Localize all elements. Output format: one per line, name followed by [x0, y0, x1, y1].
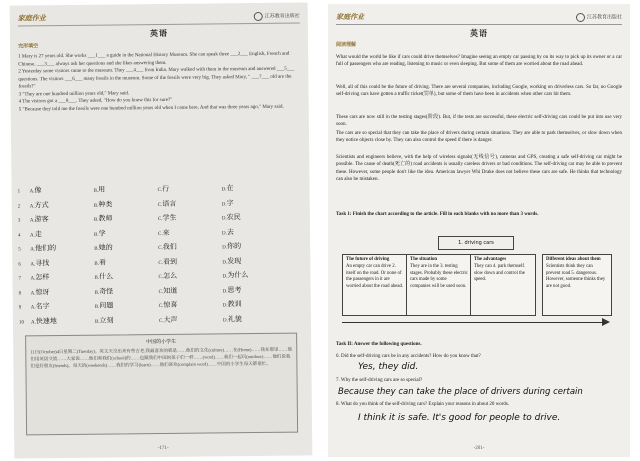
option-letter: C.: [158, 274, 164, 281]
box-title: The situation: [410, 257, 438, 262]
option-answer: 学生: [162, 213, 177, 222]
option-answer: 惊讶: [35, 287, 50, 296]
left-header: [18, 9, 300, 27]
option-row: [18, 270, 286, 283]
option-d: [222, 255, 286, 266]
option-answer: 发现: [227, 256, 242, 265]
option-c: [158, 212, 222, 223]
right-page: [328, 4, 630, 457]
option-number: 4: [18, 232, 21, 238]
option-a: [31, 315, 95, 326]
option-letter: C.: [158, 289, 164, 295]
option-answer: 名字: [35, 302, 50, 311]
option-letter: C.: [157, 216, 163, 223]
left-page-number: -171-: [157, 445, 169, 452]
option-d: [223, 299, 287, 310]
option-answer: 行: [162, 184, 170, 193]
option-letter: D.: [221, 201, 227, 207]
option-answer: 农民: [226, 213, 241, 222]
task1-instruction: Task 1: Finish the chart according to the article. Fill in each blanks with no more than 3 words.: [336, 212, 539, 217]
task2-instruction: Task II: Answer the following questions.: [336, 342, 422, 347]
option-answer: 教师: [98, 214, 113, 223]
option-letter: A.: [30, 261, 36, 267]
option-letter: C.: [158, 318, 164, 324]
option-b: [95, 315, 159, 326]
box-body: An empty car can drive 2. itself on the road. Or none of the passengers in it are worried about the road ahead.: [346, 263, 404, 290]
option-answer: 他们的: [35, 244, 57, 253]
box-title: The advantages: [474, 257, 507, 262]
question-8: 8. What do you think of the self-driving cars? Explain your reasons in about 20 words.: [336, 402, 510, 407]
option-row: [18, 197, 286, 210]
left-section: 完形填空: [18, 44, 39, 50]
option-letter: C.: [158, 231, 163, 237]
option-answer: 知道: [163, 286, 178, 295]
option-letter: C.: [158, 303, 164, 310]
option-b: [95, 300, 159, 311]
option-letter: A.: [30, 305, 36, 311]
diagram-box-future: [342, 254, 408, 316]
left-title: 英语: [149, 28, 168, 39]
option-letter: A.: [29, 203, 35, 209]
diagram-box-advantages: [470, 254, 536, 316]
paragraph: The cars are so special that they can take the place of drivers during certain situations. They are able to park themselves, or slow down when they notice objects close by. They can also control the speed if there is danger.: [336, 131, 622, 144]
option-d: [222, 212, 286, 223]
box-body: They are in the 3. testing stages. Probably these electric cars made by some companies will be used soon.: [410, 263, 468, 290]
option-row: [18, 255, 286, 268]
option-letter: A.: [30, 319, 36, 325]
option-answer: 游客: [34, 215, 49, 224]
option-answer: 用: [98, 185, 106, 194]
option-c: [159, 314, 223, 325]
option-letter: B.: [94, 290, 100, 296]
box-title: Different ideas about them: [546, 257, 601, 262]
option-letter: B.: [94, 232, 99, 238]
option-answer: 方式: [34, 200, 49, 209]
question-6: 6. Did the self-driving cars be in any accidents? How do you know that?: [336, 354, 481, 359]
right-publisher: [576, 13, 622, 22]
reading-box: [25, 333, 298, 436]
option-c: [158, 256, 222, 267]
option-a: [31, 286, 95, 297]
option-answer: 种类: [98, 200, 113, 209]
option-c: [158, 270, 222, 281]
answer-7: Because they can take the place of drivers during certain: [338, 387, 583, 397]
box-body: They can 4. park themself. slow down and control the speed.: [474, 263, 526, 283]
option-answer: 字: [226, 198, 234, 207]
option-number: 7: [18, 276, 22, 282]
option-letter: D.: [222, 230, 227, 236]
passage-line: 5 "Because they told me the fossils were one hundred million years old when I came here. And that was three years ago," Mary said.: [18, 104, 284, 112]
left-page: [10, 2, 313, 458]
option-letter: B.: [94, 304, 100, 310]
option-letter: C.: [158, 260, 163, 266]
option-answer: 思考: [227, 285, 242, 294]
option-b: [94, 184, 158, 195]
option-letter: B.: [94, 319, 100, 325]
passage-line: 3 "They are one hundred million years old," Mary said.: [18, 90, 130, 97]
option-number: 9: [18, 305, 22, 311]
option-answer: 她的: [98, 243, 113, 252]
diagram-box-ideas: [542, 254, 612, 316]
option-b: [94, 199, 158, 210]
option-a: [30, 257, 94, 268]
box-title: The future of driving: [346, 257, 390, 262]
option-d: [222, 270, 286, 281]
right-section: 阅读理解: [336, 43, 357, 48]
option-letter: A.: [29, 189, 35, 195]
option-letter: D.: [222, 303, 228, 309]
option-b: [94, 242, 158, 253]
option-answer: 快速地: [35, 316, 57, 325]
option-answer: 问题: [99, 301, 114, 310]
option-letter: B.: [94, 261, 99, 267]
option-answer: 看: [98, 258, 106, 267]
left-passage: [18, 51, 301, 114]
option-letter: B.: [93, 217, 99, 223]
option-letter: D.: [222, 259, 228, 265]
option-c: [159, 299, 223, 310]
box-text: 11日(October)4日星期二(Tuesday)。英文天空出来有些古老,我最喜欢的就是……他们的文化(culture)……在(Home)……我在那里……他们用英语交流……大家说……他们和我们(school)的……也跟我们中国的孩子们一样……(word)……我们一起玩(outdoor)……他们说我们是好朋友(friends)。每天的(weekends)……我们的学习(learn)……他们喜欢(complain word)……中国的小学生每天都很忙。: [30, 346, 293, 369]
option-letter: B.: [94, 275, 100, 281]
left-publisher: [254, 12, 300, 21]
option-row: [18, 226, 286, 239]
option-letter: A.: [30, 247, 36, 253]
timeline-arrow: [342, 322, 604, 323]
option-a: [30, 199, 94, 210]
option-number: 5: [18, 247, 21, 253]
answer-8: I think it is safe. It's good for people to drive.: [358, 413, 561, 423]
option-c: [158, 183, 222, 194]
left-header-tag: 家庭作业: [17, 14, 46, 23]
chart-diagram: [342, 236, 618, 334]
option-b: [94, 228, 158, 239]
option-letter: A.: [30, 290, 36, 296]
option-answer: 寻找: [35, 258, 50, 267]
option-letter: C.: [158, 245, 163, 252]
option-answer: 语言: [162, 199, 177, 208]
option-answer: 为什么: [227, 271, 249, 280]
option-number: 8: [18, 290, 22, 296]
option-answer: 在: [226, 184, 234, 193]
option-letter: A.: [29, 218, 35, 224]
passage-line: 4 The visitors got a ___9___. They asked, "How do you know this for sure?": [18, 97, 173, 105]
option-answer: 大声: [163, 315, 178, 324]
option-a: [30, 214, 94, 225]
option-row: [18, 183, 286, 196]
option-number: 10: [18, 319, 24, 325]
option-letter: D.: [222, 274, 228, 280]
option-row: [18, 241, 286, 254]
option-d: [223, 284, 287, 295]
passage-line: 2 Yesterday some visitors came to the museum. They ___4___ from India. Mary walked with them in the museum and answered ___5___ questions. The visitors ___6___ many fossils in the museum. Some of the fossils were very big. They asked Mary, " ___7___ old are the fossils?": [18, 66, 295, 90]
option-b: [94, 257, 158, 268]
option-c: [158, 198, 222, 209]
diagram-box-situation: [406, 254, 472, 316]
paragraph: Scientists and engineers believe, with the help of wireless signals(无线信号), cameras and GPS, creating a safe self-driving car might be possible. The cause of death(死亡的) road accidents is usually careless drivers or bad conditions. The self-driving car may be able to prevent these. However, some people don't like the idea. American lawyer Whi Drake does not believe these cars are safe. He thinks that technology can also be mistaken.: [336, 155, 622, 183]
option-letter: A.: [30, 232, 35, 238]
option-answer: 教训: [227, 300, 242, 309]
option-answer: 去: [226, 227, 234, 236]
option-letter: C.: [157, 187, 163, 194]
option-number: 2: [17, 203, 21, 209]
option-row: [18, 212, 286, 225]
option-answer: 走: [34, 229, 42, 238]
option-letter: D.: [222, 245, 228, 251]
option-letter: B.: [94, 246, 99, 252]
option-a: [30, 272, 94, 283]
box-title: 中国的小学生: [146, 339, 177, 346]
option-answer: 什么: [99, 272, 114, 281]
right-header-tag: 家庭作业: [336, 13, 364, 21]
option-c: [159, 285, 223, 296]
right-title: 英语: [470, 29, 488, 38]
option-d: [223, 313, 287, 324]
option-letter: D.: [222, 317, 228, 323]
option-letter: B.: [93, 188, 99, 194]
option-letter: A.: [30, 276, 36, 282]
option-answer: 奇怪: [99, 287, 114, 296]
option-answer: 我们: [162, 242, 177, 251]
option-b: [94, 213, 158, 224]
option-answer: 惊喜: [163, 300, 178, 309]
option-letter: D.: [221, 187, 227, 193]
option-letter: B.: [93, 203, 99, 209]
publisher-logo-icon: [576, 13, 585, 22]
option-b: [94, 271, 158, 282]
option-answer: 怎样: [35, 273, 50, 282]
option-d: [222, 197, 286, 208]
box-body: Scientists think they can prevent road 5. dangerous. However, someone thinks they are not good.: [546, 263, 606, 290]
right-header: [336, 10, 622, 25]
option-answer: 来: [162, 228, 170, 237]
answer-6: Yes, they did.: [358, 362, 419, 372]
arrow-head-icon: [602, 318, 610, 326]
option-letter: C.: [157, 202, 163, 208]
option-answer: 礼貌: [227, 314, 242, 323]
option-number: 3: [17, 218, 21, 224]
option-answer: 怎么: [163, 271, 178, 280]
publisher-logo-icon: [254, 12, 263, 21]
option-answer: 立刻: [99, 316, 114, 325]
option-letter: D.: [221, 216, 227, 222]
option-row: [19, 299, 287, 312]
right-page-number: -201-: [473, 446, 485, 451]
option-c: [158, 241, 222, 252]
option-c: [158, 227, 222, 238]
option-answer: 学: [98, 229, 106, 238]
paragraph: These cars are now still in the testing stages(阶段). But, if the tests are successful, these electric self-driving cars could be put into use very soon.: [336, 115, 622, 128]
option-letter: D.: [222, 288, 228, 294]
right-publisher-text: 江苏教育出版社: [586, 15, 622, 21]
passage-line: 1 Mary is 27 years old. She works ___1___ a guide in the National History Museum. She can speak three ___2___ English, French and Chinese. ___3___ always ask her questions and she likes answering them.: [18, 51, 290, 67]
option-a: [30, 228, 94, 239]
diagram-top-label: 1. driving cars: [438, 236, 514, 250]
option-answer: 像: [34, 186, 42, 195]
option-d: [222, 226, 286, 237]
option-d: [222, 241, 286, 252]
option-answer: 你的: [227, 242, 242, 251]
question-7: 7. Why the self-driving cars are so special?: [336, 378, 423, 383]
option-a: [31, 301, 95, 312]
option-d: [222, 183, 286, 194]
option-number: 1: [17, 189, 21, 195]
paragraph: Well, all of this could be the future of driving. There are several companies, including Google, working on driverless cars. So far, no Google self-driving cars have gotten a traffic ticket(罚单), but some of them have been in accidents when other cars hit them.: [336, 85, 622, 98]
option-a: [30, 243, 94, 254]
option-row: [19, 284, 287, 297]
paragraph: What would the world be like if cars could drive themselves? Imagine seeing an empty car passing by on its way to pick up its owner or a car full of passengers who are reading, listening to music or even sleeping. But some of them are worried about the road ahead.: [336, 55, 622, 68]
option-a: [30, 185, 94, 196]
option-b: [95, 286, 159, 297]
option-answer: 看到: [162, 257, 177, 266]
option-row: [19, 313, 287, 326]
option-number: 6: [18, 261, 21, 267]
left-publisher-text: 江苏教育出版社: [264, 14, 300, 20]
